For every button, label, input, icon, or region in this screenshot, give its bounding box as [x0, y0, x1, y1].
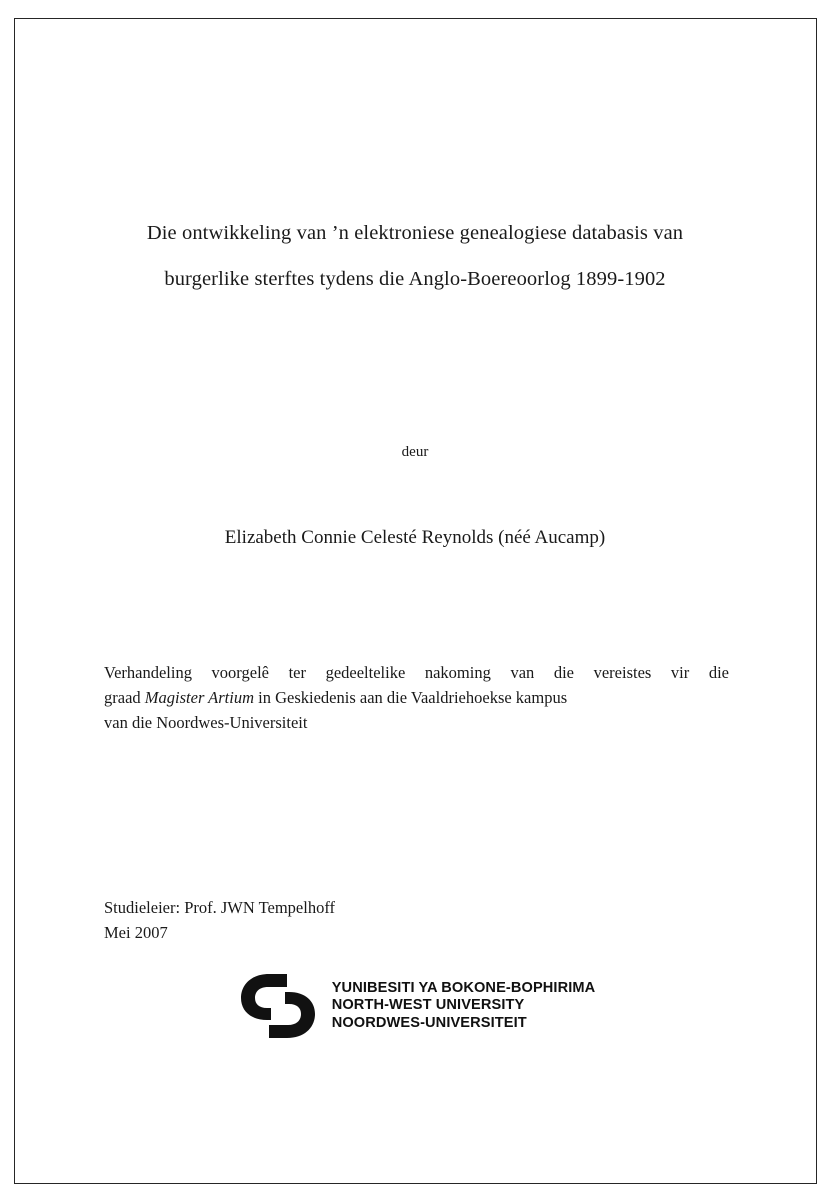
degree-name: Magister Artium — [144, 688, 255, 707]
north-west-university-logo-icon — [235, 970, 323, 1042]
supervisor-block — [104, 895, 604, 945]
page-title — [90, 210, 740, 302]
degree-statement-line-1: Verhandeling voorgelê ter gedeeltelike nakoming van die vereistes vir die — [104, 663, 729, 682]
author-name: Elizabeth Connie Celesté Reynolds (néé Aucamp) — [224, 527, 606, 548]
logo-line-1: YUNIBESITI YA BOKONE-BOPHIRIMA — [331, 979, 596, 996]
supervisor-name: Studieleier: Prof. JWN Tempelhoff — [104, 898, 336, 917]
degree-statement — [104, 660, 729, 735]
degree-statement-line-3: van die Noordwes-Universiteit — [104, 713, 308, 732]
logo-line-2: NORTH-WEST UNIVERSITY — [331, 997, 525, 1014]
university-logo-text — [332, 980, 596, 1032]
degree-statement-line-2-before: graad — [104, 688, 145, 707]
title-line-1: Die ontwikkeling van ’n elektroniese genealogiese databasis van — [146, 222, 684, 244]
submission-date: Mei 2007 — [104, 923, 168, 942]
university-logo-block — [90, 970, 740, 1042]
degree-statement-line-2-after: in Geskiedenis aan die Vaaldriehoekse kampus — [254, 688, 568, 707]
byline-label: deur — [401, 444, 429, 460]
title-page-content — [90, 40, 740, 1160]
title-line-2: burgerlike sterftes tydens die Anglo-Boereoorlog 1899-1902 — [164, 268, 666, 290]
logo-line-3: NOORDWES-UNIVERSITEIT — [331, 1014, 527, 1031]
degree-statement-line-2 — [104, 685, 729, 710]
